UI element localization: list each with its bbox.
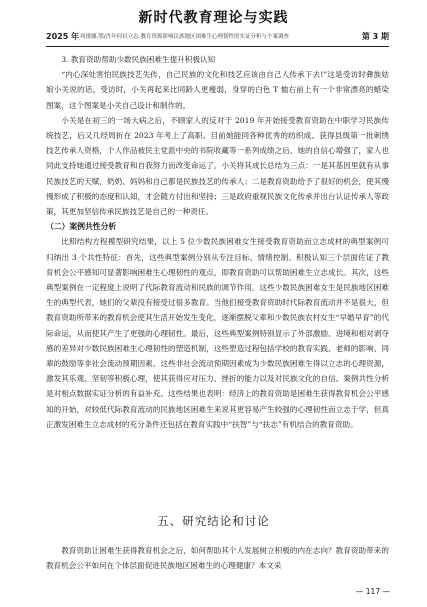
section-heading-case-analysis: （二）案例共性分析 (46, 222, 117, 232)
page-number: — 117 — (355, 587, 390, 596)
paragraph-1: “内心深处害怕民族技艺失传，自己民族的文化和技艺应该由自己人传承下去!”这是受访时彝族姑娘小关说的话。受访时，小关再起来比同龄人更瘦弱，身穿的白色 T 恤右前上有一个非常漂亮的蜡染图案，这个图案是小关自己设计和制作的。 (46, 70, 389, 110)
journal-title: 新时代教育理论与实践 (138, 10, 289, 26)
closing-paragraph (46, 543, 389, 573)
article-body (46, 52, 389, 432)
running-title: 周援娜,鄂/肖年何以立志:教育资源影响民族地区困难生心理韧性的实证分析与个案调查 (80, 34, 289, 40)
paragraph-2: 小关是在初三的一场大病之后，不顾家人的反对于 2019 年开始接受教育资助在中职学习民族传统技艺，后又几经周折在 2023 年考上了高职。目前她能同各种优秀的纺织成、获得县级第一批刺绣技艺传承人资格，个人作品被民主党派中央的书院收藏等一系列成绩之后，她的自信心增强了，家人也同此支持她通过接受教育和自我努力而改变命运了。小关将其成长总结为三点：一是其基因里就有从事民族技艺的天赋，奶奶、妈妈和自己都是民族技艺的传承人；二是教育资助给予了很好的机会，使其慢慢形成了积极的态度和认知，才会随方付出和坚持；三是政府重视民族文化传承并出台认证传承人等政策，其更加坚信传承民族技艺是自己的一种责任。 (46, 115, 389, 217)
running-header (46, 30, 389, 47)
paragraph-3: 比照结构方程模型研究结果，以上 5 位少数民族困难女生接受教育资助而立志成材的典型案例可归纳出 3 个共性特征：首先，这些典型案例分别从专注目标、情绪控制、积极认知三个层面佐证了教育机会公平感知可显著影响困难生心理韧性的观点，即教育资助可以帮助困难生立志成长。其次，这些典型案例在一定程度上说明了代际教育流动和民族的调节作用。这些少数民族困难女生是民族地区困难生的典型代表，她们的父辈没有接受过很多教育。当他们接受教育资助时代际教育流动并不是很大，但教育资助所带来的教育机会使其生活开始发生变化，逐渐摆脱父辈和少数民族农村女生“早婚早育”的代际命运，从而使其产生了更强的心理韧性。最后，这些典型案例特别显示了外部激励、进境和相对剥夺感的差异对少数民族困难生心理韧性的塑造机制，这些塑造过程包括学校的教育实践、老师的影响、同辈的鼓励等非社会流动预期因素。这些非社会流动预期因素成为少数民族困难生得以立志的心理资源，激发其乐观、坚韧等积极心理，使其获得应对压力、挫折的能力以及对民族文化的自信。案例共性分析是对相点数据实证分析的有益补充。这些结果也表明：经济上的教育资助是困难生获得教育机会公平感知的开始，对较低代际教育流动的民族地区困难生来说其更容易产生较强的心理韧性而立志于学，但真正激发困难生立志成材的充分条件还包括在教育实践中“扶智”与“扶志”有机结合的教育资助。 (46, 237, 389, 429)
header-issue: 第 3 期 (361, 32, 389, 41)
header-year: 2025 年 (46, 32, 80, 41)
section-heading-conclusion: 五、研究结论和讨论 (157, 514, 270, 528)
paragraph-closing: 教育资助让困难生获得教育机会之后，如何帮助其个人发展树立积极的内在志向？教育资助带来的教育机会公平如何在个体层面促进民族地区困难生的心理健康？本文采 (46, 546, 389, 571)
subheading-3: 3. 教育资助帮助少数民族困难生提升积极认知 (61, 55, 216, 64)
